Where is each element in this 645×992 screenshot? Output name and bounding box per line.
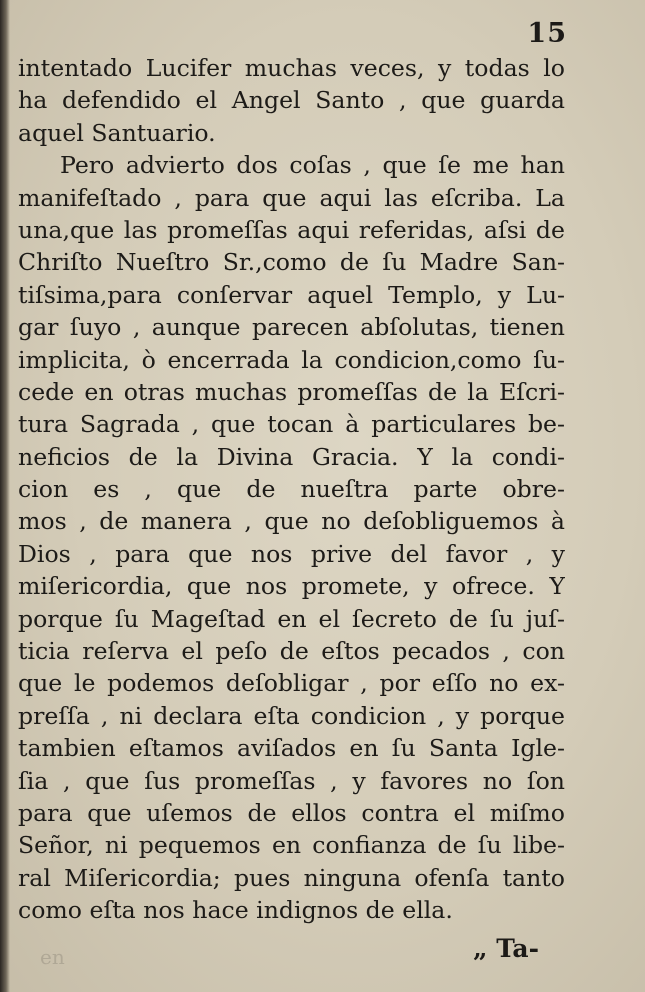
text-line: aquel Santuario.	[18, 118, 216, 147]
text-line: cion es , que de nueſtra parte obre-	[18, 475, 565, 504]
text-line: tura Sagrada , que tocan à particulares be-	[18, 410, 565, 439]
bleed-through-text: en	[40, 945, 65, 969]
catchword: „ Ta-	[473, 934, 539, 963]
text-line: Chriſto Nueſtro Sr.,como de ſu Madre San-	[18, 248, 565, 277]
text-line: para que uſemos de ellos contra el miſmo	[18, 798, 565, 827]
text-line: mos , de manera , que no deſobliguemos à	[18, 507, 565, 536]
text-line: ral Miſericordia; pues ninguna ofenſa tanto	[18, 863, 565, 892]
text-line: preſſa , ni declara eſta condicion , y porque	[18, 701, 565, 730]
text-line: neficios de la Divina Gracia. Y la condi-	[18, 442, 565, 471]
text-line: tiſsima,para conſervar aquel Templo, y Lu-	[18, 280, 565, 309]
text-line: ſia , que ſus promeſſas , y favores no ſon	[18, 766, 565, 795]
text-line: Pero advierto dos coſas , que ſe me han	[60, 151, 565, 180]
text-line: miſericordia, que nos promete, y ofrece. Y	[18, 572, 565, 601]
text-line: manifeſtado , para que aqui las eſcriba. La	[18, 183, 565, 212]
text-line: ha defendido el Angel Santo , que guarda	[18, 86, 565, 115]
page-number: 15	[527, 18, 567, 49]
text-line: gar ſuyo , aunque parecen abſolutas, tienen	[18, 313, 565, 342]
text-line: Dios , para que nos prive del favor , y	[18, 539, 565, 568]
text-line: como eſta nos hace indignos de ella.	[18, 896, 453, 925]
text-line: una,que las promeſſas aqui referidas, aſsi de	[18, 215, 565, 244]
body-text	[18, 52, 565, 927]
binding-gutter	[0, 0, 10, 992]
text-line: que le podemos deſobligar , por eſſo no ex-	[18, 669, 565, 698]
text-line: ticia reſerva el peſo de eſtos pecados , con	[18, 637, 565, 666]
text-line: Señor, ni pequemos en confianza de ſu libe-	[18, 831, 565, 860]
text-line: intentado Lucifer muchas veces, y todas lo	[18, 54, 565, 82]
text-line: porque ſu Mageſtad en el ſecreto de ſu juſ-	[18, 604, 565, 633]
text-line: tambien eſtamos aviſados en ſu Santa Igle-	[18, 734, 565, 763]
text-line: implicita, ò encerrada la condicion,como ſu-	[18, 345, 565, 374]
text-line: cede en otras muchas promeſſas de la Eſcri-	[18, 377, 565, 406]
